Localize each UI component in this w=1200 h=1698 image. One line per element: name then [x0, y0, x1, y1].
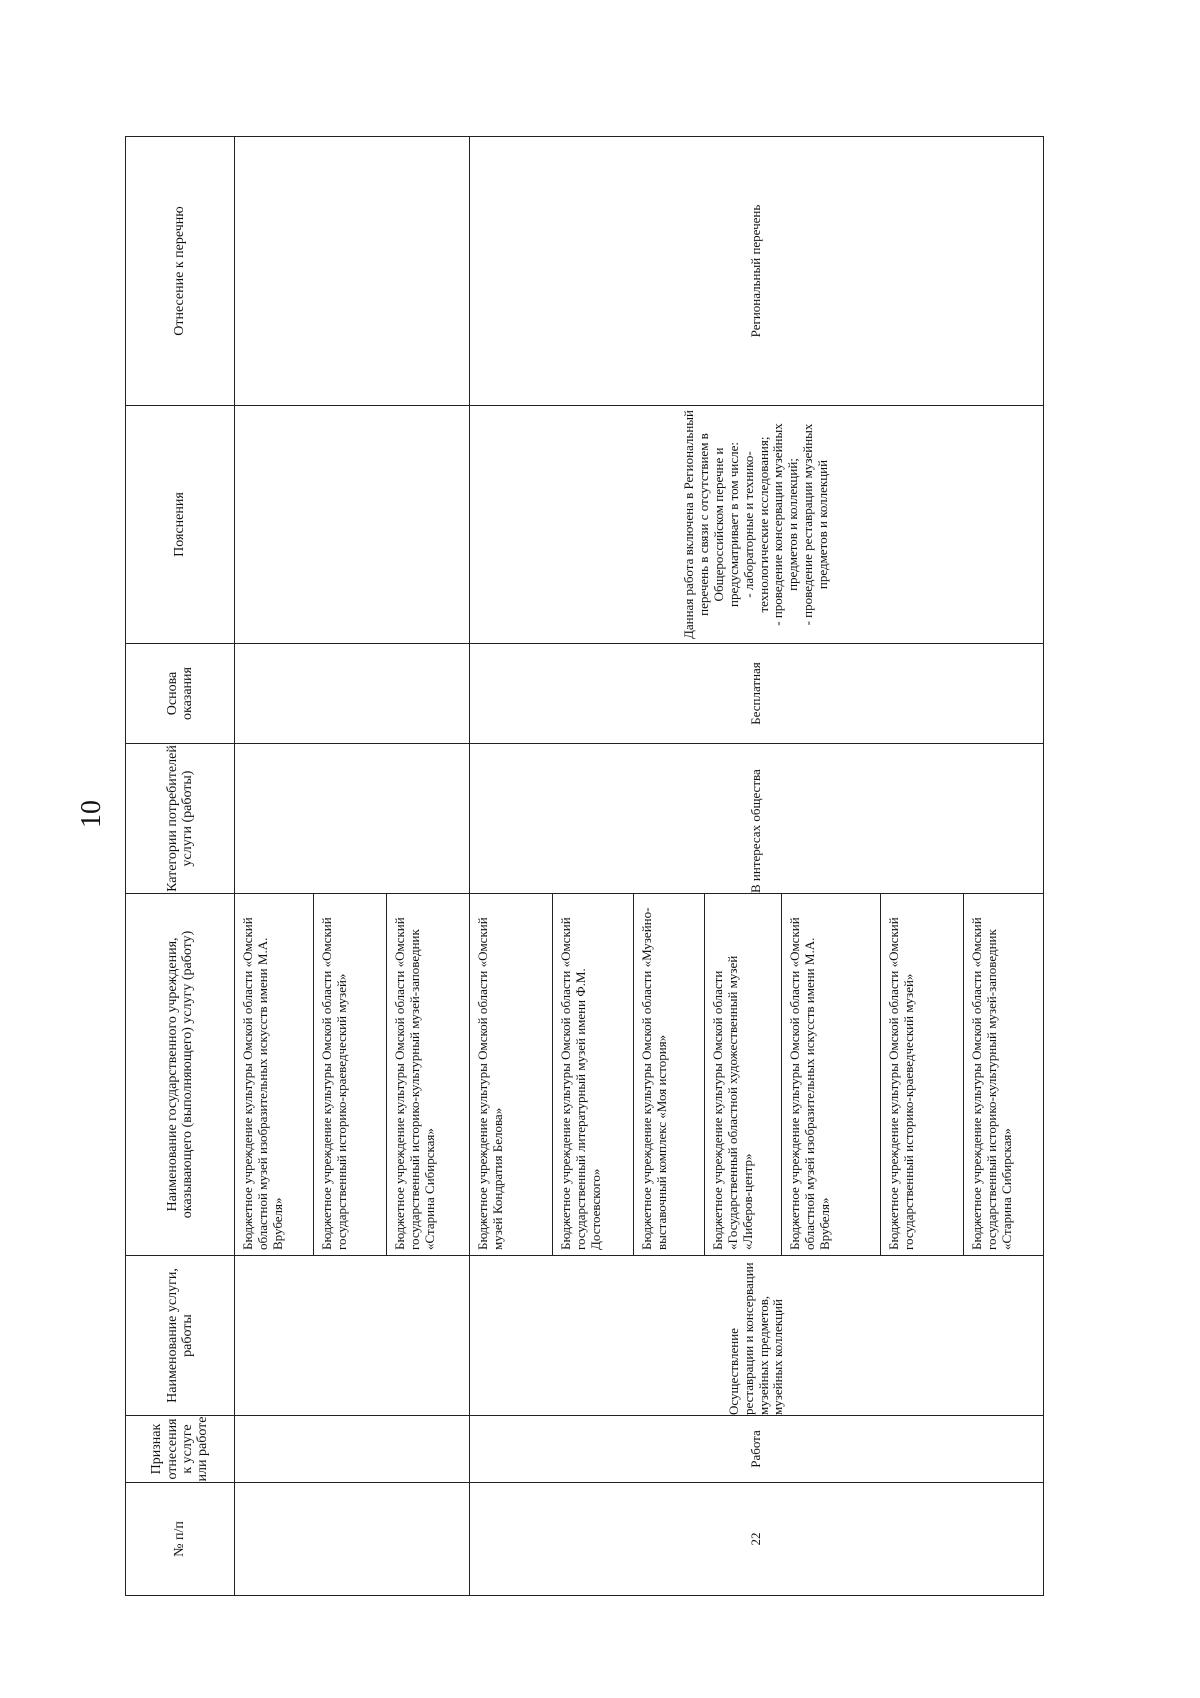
cell-empty — [235, 1256, 470, 1416]
page-number: 10 — [76, 800, 107, 828]
table-row-22 — [470, 137, 1044, 1596]
cell-empty — [235, 744, 470, 894]
institution-item: Бюджетное учреждение культуры Омской области «Омский музей Кондратия Белова» — [470, 894, 553, 1255]
explanation-item: - проведение консервации музейных предметов и коллекций; — [770, 423, 801, 626]
header-consumers: Категории потребителей услуги (работы) — [126, 744, 235, 894]
header-list: Отнесение к перечню — [126, 137, 235, 406]
cell-basis: Бесплатная — [470, 644, 1044, 744]
cell-num: 22 — [470, 1483, 1044, 1596]
header-sign: Признак отнесения к услуге или работе — [126, 1416, 235, 1483]
cell-empty — [235, 1483, 470, 1596]
institution-item: Бюджетное учреждение культуры Омской области «Омский государственный историко-культурный музей-заповедник «Старина Сибирская» — [392, 917, 437, 1250]
cell-institutions — [235, 894, 470, 1256]
explanation-item: - лабораторные и технико-технологические исследования; — [740, 436, 771, 613]
cell-empty — [235, 406, 470, 644]
institution-item: Бюджетное учреждение культуры Омской области «Государственный областной художественный музей «Либеров-центр» — [705, 894, 782, 1255]
institution-item: Бюджетное учреждение культуры Омской области «Музейно-выставочный комплекс «Моя история» — [634, 894, 705, 1255]
cell-empty — [235, 137, 470, 406]
header-institution: Наименование государственного учреждения, оказывающего (выполняющего) услугу (работу) — [126, 894, 235, 1256]
cell-empty — [235, 644, 470, 744]
cell-sign: Работа — [470, 1416, 1044, 1483]
institution-item: Бюджетное учреждение культуры Омской области «Омский государственный историко-краеведческий музей» — [881, 894, 964, 1255]
services-table — [125, 136, 1044, 1596]
header-row — [126, 137, 235, 1596]
cell-institutions — [470, 894, 1044, 1256]
institution-item: Бюджетное учреждение культуры Омской области «Омский областной музей изобразительных искусств имени М.А. Врубеля» — [235, 894, 314, 1255]
explanation-text — [676, 406, 837, 643]
institution-list — [235, 894, 469, 1255]
cell-service: Осуществление реставрации и консервации музейных предметов, музейных коллекций — [470, 1256, 1044, 1416]
explanation-item: - проведение реставрации музейных предметов и коллекций — [800, 423, 831, 626]
cell-list: Региональный перечень — [470, 137, 1044, 406]
table-row-continuation — [235, 137, 470, 1596]
explanation-intro: Данная работа включена в Региональный перечень в связи с отсутствием в Общероссийском перечне и предусматривает в том числе: — [680, 410, 741, 639]
rotated-table-wrapper — [125, 137, 1044, 1596]
header-explanation: Пояснения — [126, 406, 235, 644]
header-service: Наименование услуги, работы — [126, 1256, 235, 1416]
cell-empty — [235, 1416, 470, 1483]
institution-list — [470, 894, 1043, 1255]
cell-consumers: В интересах общества — [470, 744, 1044, 894]
institution-item: Бюджетное учреждение культуры Омской области «Омский государственный историко-культурный музей-заповедник «Старина Сибирская» — [969, 917, 1014, 1250]
cell-explanation — [470, 406, 1044, 644]
header-basis: Основа оказания — [126, 644, 235, 744]
institution-item: Бюджетное учреждение культуры Омской области «Омский государственный историко-краеведческий музей» — [314, 894, 387, 1255]
institution-item: Бюджетное учреждение культуры Омской области «Омский государственный литературный музей имени Ф.М. Достоевского» — [553, 894, 634, 1255]
institution-item: Бюджетное учреждение культуры Омской области «Омский областной музей изобразительных искусств имени М.А. Врубеля» — [782, 894, 881, 1255]
header-num: № п/п — [126, 1483, 235, 1596]
